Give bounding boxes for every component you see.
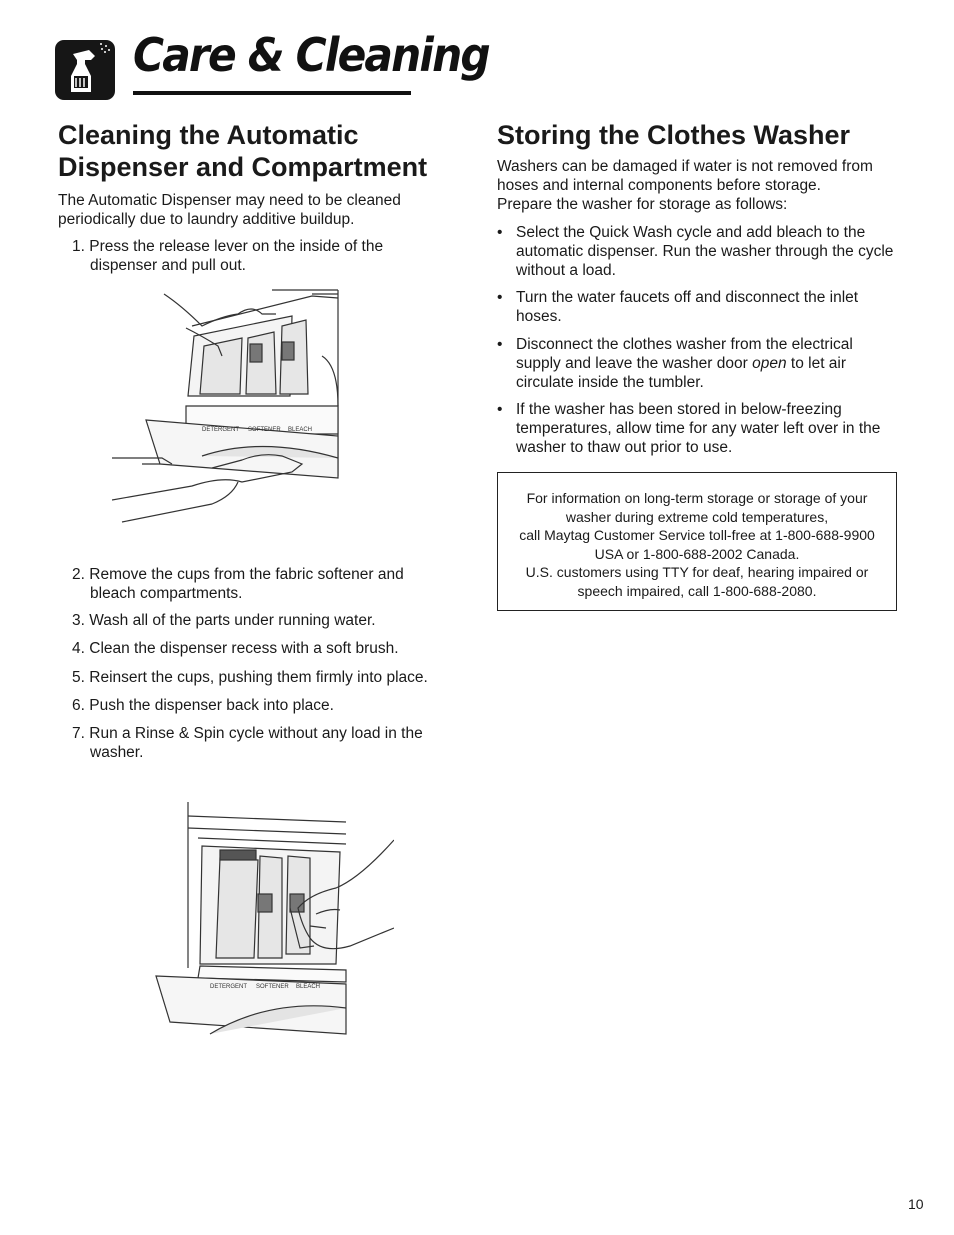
step-1: 1. Press the release lever on the inside of the dispenser and pull out. — [72, 238, 384, 274]
step-5: 5. Reinsert the cups, pushing them firmly into place. — [72, 669, 428, 686]
page-number: 10 — [908, 1196, 924, 1212]
info-line-2: washer during extreme cold temperatures, — [565, 508, 829, 525]
label-bleach: BLEACH — [288, 427, 313, 433]
info-line-6: speech impaired, call 1-800-688-2080. — [577, 582, 817, 599]
storage-bullet-1: • Select the Quick Wash cycle and add bleach to the automatic dispenser. Run the washer through the cycle without a load. — [497, 224, 894, 279]
info-line-1: For information on long-term storage or storage of your — [526, 490, 868, 506]
step-7: 7. Run a Rinse & Spin cycle without any load in the washer. — [72, 725, 423, 761]
left-intro-paragraph: The Automatic Dispenser may need to be cleaned periodically due to laundry additive buildup. — [58, 192, 401, 228]
label-softener-2: SOFTENER — [256, 984, 289, 990]
step-4: 4. Clean the dispenser recess with a soft brush. — [72, 640, 399, 657]
customer-service-info-box — [497, 472, 897, 611]
left-heading-line1: Cleaning the Automatic — [58, 120, 359, 150]
step-6: 6. Push the dispenser back into place. — [72, 697, 334, 714]
label-softener: SOFTENER — [248, 427, 281, 433]
left-section-heading — [58, 119, 458, 183]
dispenser-pull-out-illustration — [112, 286, 340, 526]
label-detergent: DETERGENT — [202, 427, 240, 433]
storage-bullet-3: • Disconnect the clothes washer from the electrical supply and leave the washer door open to let air circulate inside the tumbler. — [497, 336, 853, 391]
step-3: 3. Wash all of the parts under running water. — [72, 612, 376, 629]
right-section-heading: Storing the Clothes Washer — [497, 120, 851, 150]
storage-bullet-4: • If the washer has been stored in below-freezing temperatures, allow time for any water left over in the washer to thaw out prior to use. — [497, 401, 881, 456]
cup-removal-illustration — [150, 798, 394, 1038]
label-detergent-2: DETERGENT — [210, 984, 248, 990]
spray-bottle-icon — [55, 40, 115, 100]
info-line-4: USA or 1-800-688-2002 Canada. — [594, 545, 800, 562]
info-line-3: call Maytag Customer Service toll-free at 1-800-688-9900 — [519, 527, 875, 543]
label-bleach-2: BLEACH — [296, 984, 321, 990]
title-underline — [133, 91, 411, 95]
storage-bullet-2: • Turn the water faucets off and disconnect the inlet hoses. — [497, 289, 859, 325]
care-cleaning-logo — [55, 40, 115, 100]
info-line-5: U.S. customers using TTY for deaf, hearing impaired or — [525, 564, 869, 580]
step-2: 2. Remove the cups from the fabric softener and bleach compartments. — [72, 566, 404, 602]
page-title: Care & Cleaning — [133, 28, 489, 82]
left-heading-line2: Dispenser and Compartment — [58, 152, 428, 182]
right-intro-paragraph: Washers can be damaged if water is not removed from hoses and internal components before storage. Prepare the washer for storage as follows: — [497, 158, 873, 213]
